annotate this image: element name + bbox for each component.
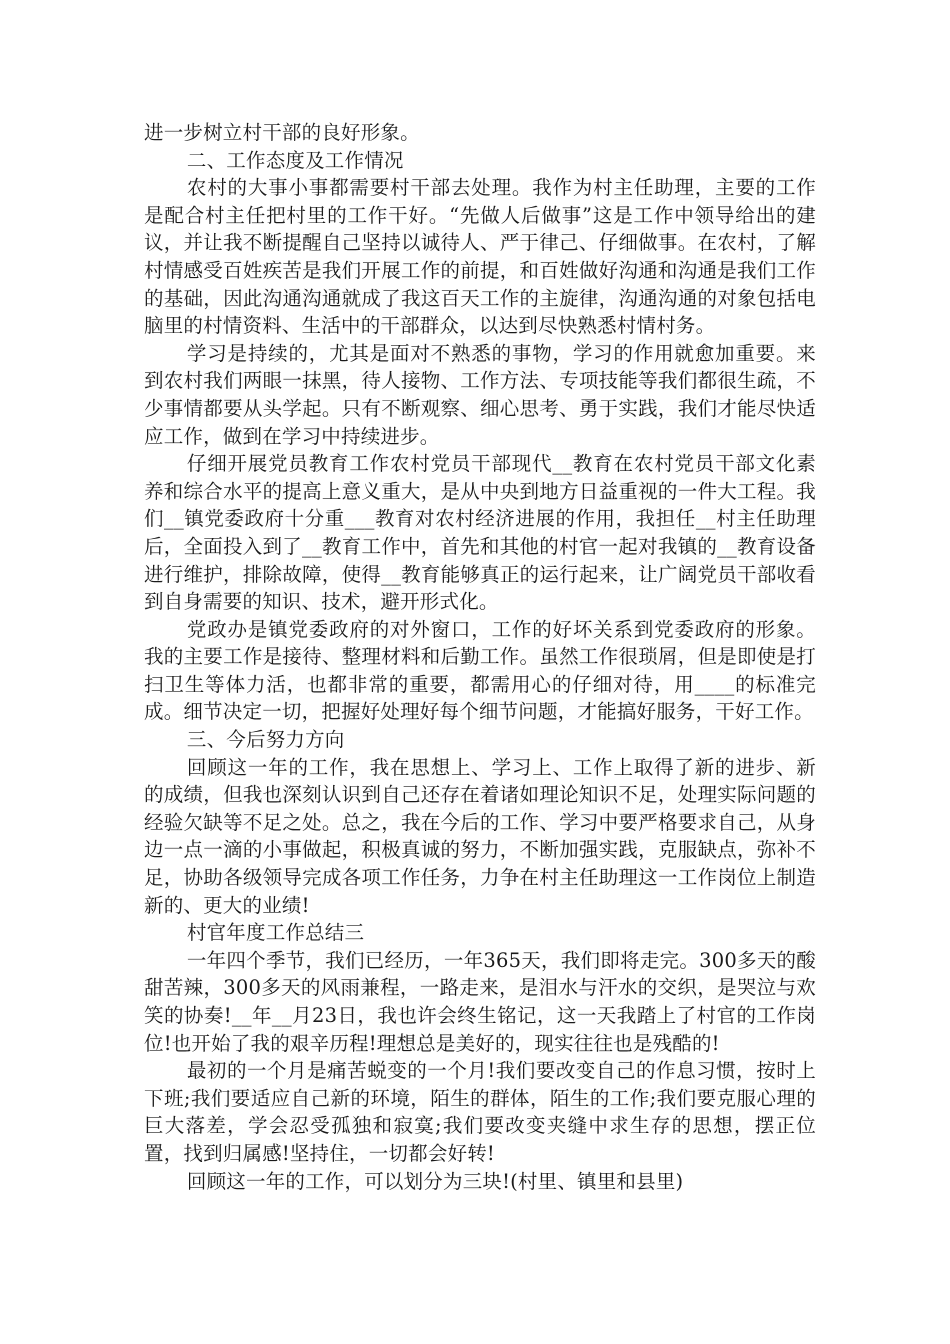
section-heading: 三、今后努力方向: [186, 728, 345, 752]
paragraph: 党政办是镇党委政府的对外窗口，工作的好坏关系到党委政府的形象。我的主要工作是接待、整理材料和后勤工作。虽然工作很琐屑，但是即使是打扫卫生等体力活，也都非常的重要，都需用心的仔细对待，用____的标准完成。细节决定一切，把握好处理好每个细节问题，才能搞好服务，干好工作。: [144, 617, 816, 724]
section-heading: 二、工作态度及工作情况: [186, 148, 404, 172]
paragraph: 进一步树立村干部的良好形象。: [144, 121, 420, 144]
paragraph: 一年四个季节，我们已经历，一年365天，我们即将走完。300多天的酸甜苦辣，300多天的风雨兼程，一路走来，是泪水与汗水的交织，是哭泣与欢笑的协奏!__年__月23日，我也许会终生铭记，这一天我踏上了村官的工作岗位!也开始了我的艰辛历程!理想总是美好的，现实往往也是残酷的!: [144, 948, 816, 1055]
document-page: [144, 119, 816, 1195]
paragraph: 回顾这一年的工作，我在思想上、学习上、工作上取得了新的进步、新的成绩，但我也深刻认识到自己还存在着诸如理论知识不足，处理实际问题的经验欠缺等不足之处。总之，我在今后的工作、学习中要严格要求自己，从身边一点一滴的小事做起，积极真诚的努力，不断加强实践，克服缺点，弥补不足，协助各级领导完成各项工作任务，力争在村主任助理这一工作岗位上制造新的、更大的业绩!: [144, 755, 816, 917]
paragraph: 最初的一个月是痛苦蜕变的一个月!我们要改变自己的作息习惯，按时上下班;我们要适应自己新的环境，陌生的群体，陌生的工作;我们要克服心理的巨大落差，学会忍受孤独和寂寞;我们要改变夹缝中求生存的思想，摆正位置，找到归属感!坚持住，一切都会好转!: [144, 1059, 816, 1165]
paragraph: 农村的大事小事都需要村干部去处理。我作为村主任助理，主要的工作是配合村主任把村里的工作干好。“先做人后做事”这是工作中领导给出的建议，并让我不断提醒自己坚持以诚待人、严于律己、仔细做事。在农村，了解村情感受百姓疾苦是我们开展工作的前提，和百姓做好沟通和沟通是我们工作的基础，因此沟通沟通就成了我这百天工作的主旋律，沟通沟通的对象包括电脑里的村情资料、生活中的干部群众，以达到尽快熟悉村情村务。: [144, 176, 816, 338]
section-heading: 村官年度工作总结三: [186, 921, 365, 945]
paragraph: 学习是持续的，尤其是面对不熟悉的事物，学习的作用就愈加重要。来到农村我们两眼一抹黑，待人接物、工作方法、专项技能等我们都很生疏，不少事情都要从头学起。只有不断观察、细心思考、勇于实践，我们才能尽快适应工作，做到在学习中持续进步。: [144, 341, 816, 448]
paragraph: 仔细开展党员教育工作农村党员干部现代__教育在农村党员干部文化素养和综合水平的提高上意义重大，是从中央到地方日益重视的一件大工程。我们__镇党委政府十分重___教育对农村经济进展的作用，我担任__村主任助理后，全面投入到了__教育工作中，首先和其他的村官一起对我镇的__教育设备进行维护，排除故障，使得__教育能够真正的运行起来，让广阔党员干部收看到自身需要的知识、技术，避开形式化。: [144, 452, 816, 614]
paragraph: 回顾这一年的工作，可以划分为三块!(村里、镇里和县里): [186, 1169, 684, 1193]
